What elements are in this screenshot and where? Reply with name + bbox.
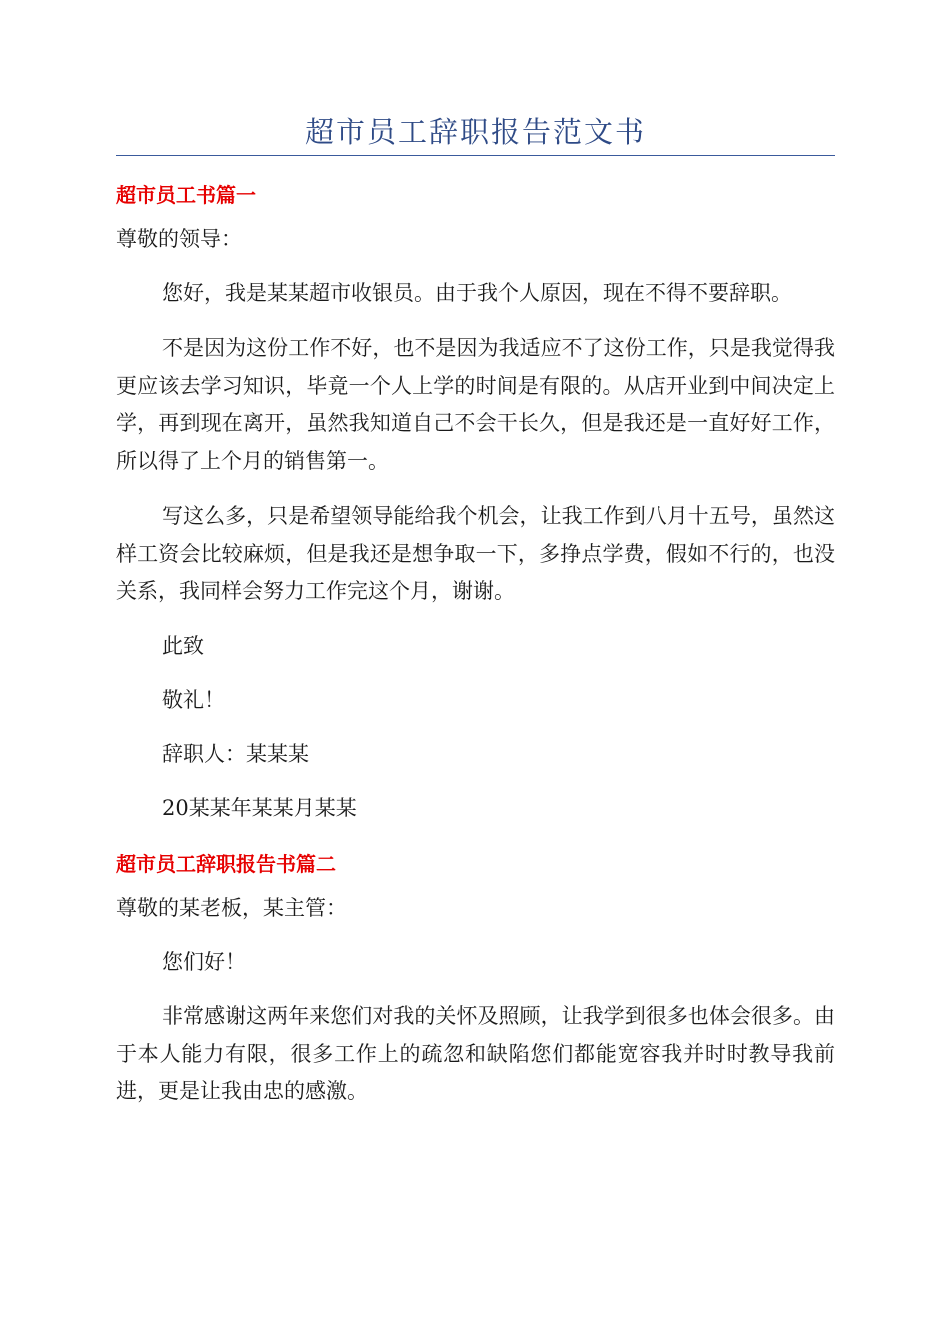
date-line: 20某某年某某月某某: [162, 796, 357, 820]
signature-line: 辞职人：某某某: [162, 742, 309, 766]
paragraph-1-2: 不是因为这份工作不好，也不是因为我适应不了这份工作，只是我觉得我更应该去学习知识，毕竟一个人上学的时间是有限的。从店开业到中间决定上学，再到现在离开，虽然我知道自己不会干长久，但是我还是一直好好工作，所以得了上个月的销售第一。: [116, 336, 835, 473]
salutation-1: 尊敬的领导：: [116, 227, 242, 251]
paragraph-1-3: 写这么多，只是希望领导能给我个机会，让我工作到八月十五号，虽然这样工资会比较麻烦，但是我还是想争取一下，多挣点学费，假如不行的，也没关系，我同样会努力工作完这个月，谢谢。: [116, 504, 835, 603]
closing-line-1: 此致: [162, 634, 204, 658]
greeting-line: 您们好！: [162, 950, 246, 974]
section-heading-2: 超市员工辞职报告书篇二: [116, 852, 336, 876]
section-heading-1: 超市员工书篇一: [116, 183, 256, 207]
paragraph-1-1: 您好，我是某某超市收银员。由于我个人原因，现在不得不要辞职。: [162, 281, 792, 305]
title-divider: [116, 155, 835, 156]
salutation-2: 尊敬的某老板，某主管：: [116, 896, 347, 920]
document-title: 超市员工辞职报告范文书: [304, 115, 646, 149]
closing-line-2: 敬礼！: [162, 688, 225, 712]
paragraph-2-1: 非常感谢这两年来您们对我的关怀及照顾，让我学到很多也体会很多。由于本人能力有限，很多工作上的疏忽和缺陷您们都能宽容我并时时教导我前进，更是让我由忠的感激。: [116, 1004, 835, 1103]
